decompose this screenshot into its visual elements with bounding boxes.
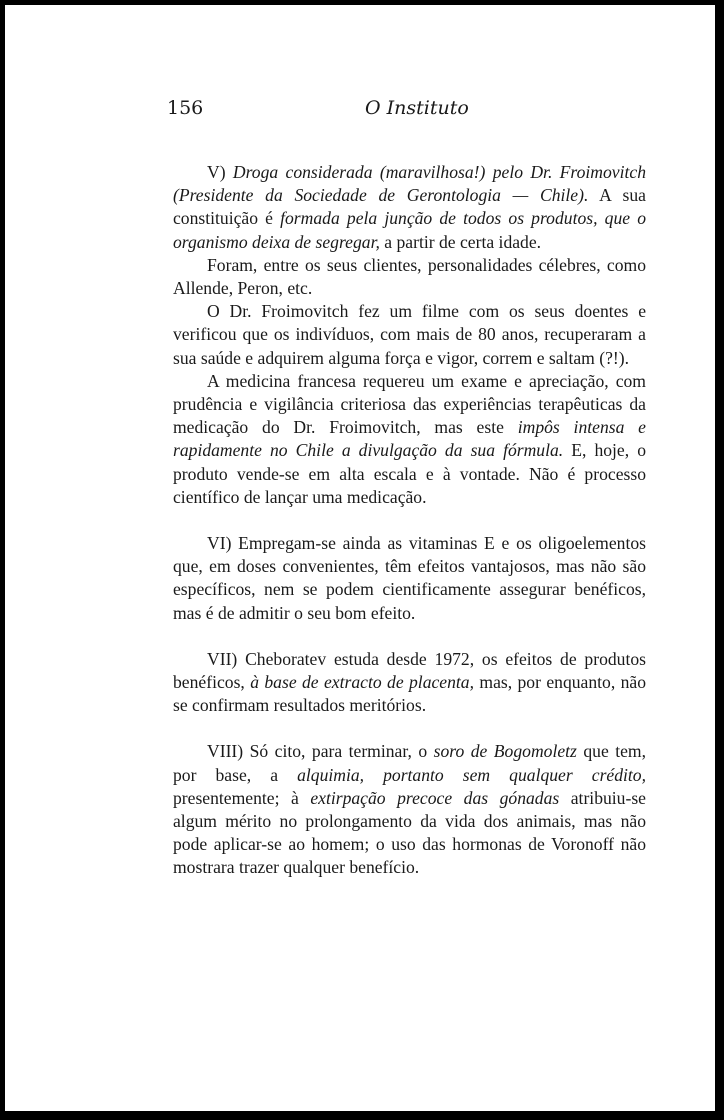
book-page [5,5,715,1111]
section-v-paragraph-1 [173,161,646,254]
page-number: 156 [167,97,204,119]
section-v-p4-lead: A medicina francesa requereu um exame e apreciação, com prudência e vigilância criteriosa das experiências terapêuticas da medicação do Dr. Froimovitch, mas este [173,370,646,438]
section-vi-paragraph: VI) Empregam-se ainda as vitaminas E e os oligoelementos que, em doses convenientes, têm efeitos vantajosos, mas não são específicos, nem se podem cientificamente assegurar benéficos, mas é de admitir o seu bom efeito. [173,533,646,623]
section-v-p4-tail: E, hoje, o produto vende-se em alta escala e à vontade. Não é processo científico de lançar uma medicação. [173,440,646,507]
section-v-tail: a partir de certa idade. [379,231,542,252]
section-gap [173,717,646,740]
section-v-italic-1: Droga considerada (maravilhosa!) pelo Dr. Froimovitch (Presidente da Sociedade de Gerontologia — Chile). [173,162,646,206]
section-viii-paragraph [173,740,646,879]
body-text [173,161,646,880]
section-viii-lead: VIII) Só cito, para terminar, o [207,741,434,762]
section-v-p4-italic: impôs intensa e rapidamente no Chile a divulgação da sua fórmula. [173,417,646,461]
running-title: O Instituto [365,97,469,119]
section-viii-mid-2: presentemente; à [173,787,311,808]
section-vii-tail: mas, por enquanto, não se confirmam resultados meritórios. [173,672,647,716]
section-v-paragraph-2: Foram, entre os seus clientes, personalidades célebres, como Allende, Peron, etc. [173,254,646,299]
section-v-paragraph-3: O Dr. Froimovitch fez um filme com os seus doentes e verificou que os indivíduos, com mais de 80 anos, recuperaram a sua saúde e adquirem alguma força e vigor, correm e saltam (?!). [173,301,646,368]
section-vii-lead: VII) Cheboratev estuda desde 1972, os efeitos de produtos benéficos, [173,648,646,693]
section-gap [173,625,646,648]
section-gap [173,509,646,532]
section-viii-italic-2: alquimia, portanto sem qualquer crédito, [297,764,646,785]
section-viii-tail: atribuiu-se algum mérito no prolongamento da vida dos animais, mas não pode aplicar-se ao homem; o uso das hormonas de Voronoff não mostrara trazer qualquer benefício. [173,787,646,878]
section-viii-italic-1: soro de Bogomoletz [433,741,577,762]
section-vii-italic: à base de extracto de placenta, [250,672,474,693]
section-v-italic-2: formada pela junção de todos os produtos, que o organismo deixa de segregar, [173,208,646,252]
section-viii-mid-1: que tem, por base, a [173,741,646,785]
section-v-paragraph-4 [173,370,646,509]
section-vii-paragraph [173,648,646,718]
section-v-mid: A sua constituição é [173,185,646,229]
section-viii-italic-3: extirpação precoce das gónadas [310,787,560,808]
section-v-lead: V) [207,162,233,182]
